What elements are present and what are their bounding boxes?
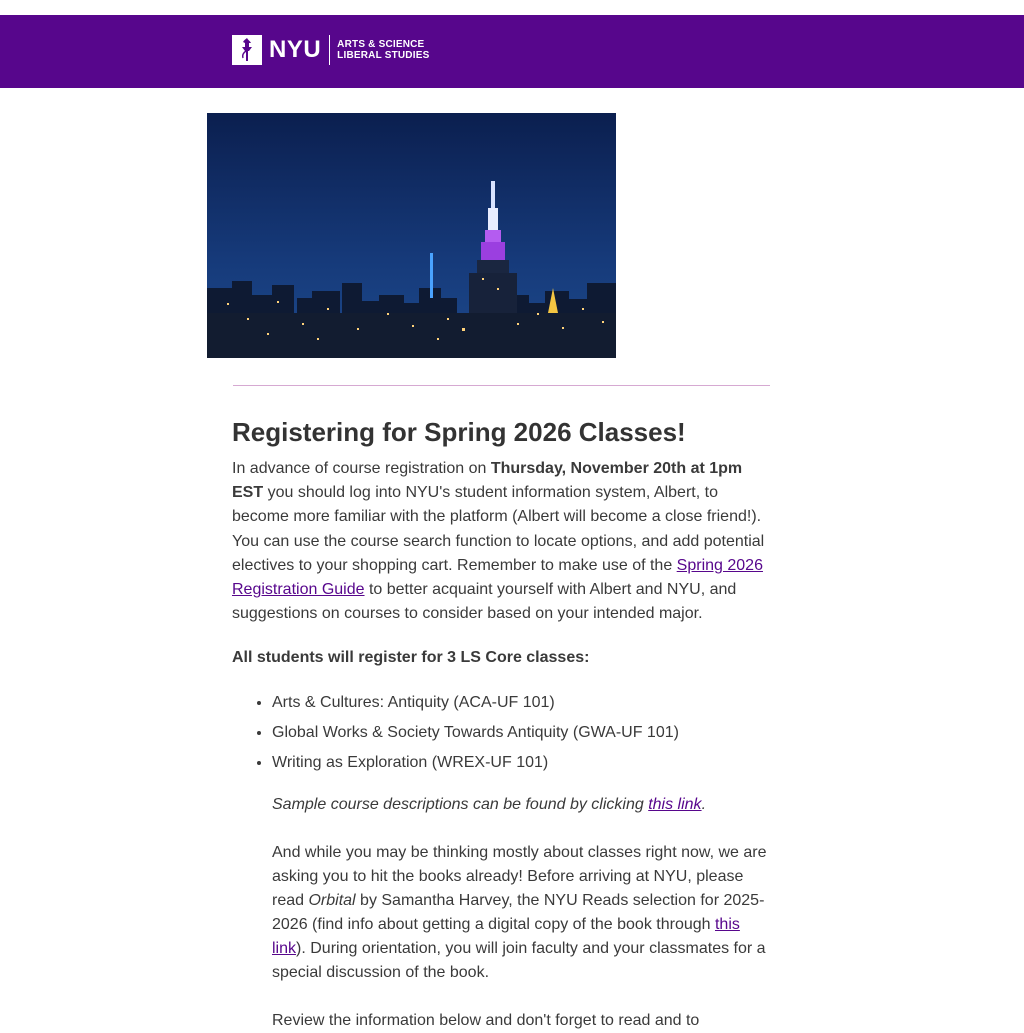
core-classes-heading: All students will register for 3 LS Core classes: — [232, 649, 590, 667]
nyu-logo[interactable] — [232, 34, 429, 66]
nyu-wordmark: NYU — [269, 36, 322, 63]
reads-text-end: ). During orientation, you will join faculty and your classmates for a special discussion of the book. — [272, 940, 766, 982]
nyu-reads-paragraph — [272, 841, 772, 985]
list-item: • Writing as Exploration (WREX-UF 101) — [272, 751, 772, 775]
intro-text-middle: you should log into NYU's student information system, Albert, to become more familiar with the platform (Albert will become a close friend!). You can use the course search function to locate options, and add potential electives to your shopping cart. Remember to make use of the — [232, 484, 765, 574]
reads-text-middle: by Samantha Harvey, the NYU Reads selection for 2025-2026 (find info about getting a digital copy of the book through — [272, 892, 765, 934]
department-name — [337, 39, 429, 61]
intro-text-end: to better acquaint yourself with Albert and NYU, and suggestions on courses to consider based on your intended major. — [232, 581, 737, 623]
top-strip — [0, 0, 1024, 16]
dept-line-2: LIBERAL STUDIES — [337, 50, 430, 61]
list-item: • Arts & Cultures: Antiquity (ACA-UF 101) — [272, 691, 772, 715]
dept-line-1: ARTS & SCIENCE — [337, 39, 425, 50]
logo-divider — [329, 35, 330, 65]
email-header-banner — [0, 15, 1024, 88]
intro-text-start: In advance of course registration on — [232, 460, 491, 477]
page-title: Registering for Spring 2026 Classes! — [232, 417, 686, 447]
divider-rule — [233, 385, 770, 386]
registration-guide-link[interactable]: Spring 2026 Registration Guide — [232, 556, 763, 599]
nyu-torch-icon — [232, 35, 262, 65]
intro-paragraph — [232, 457, 772, 626]
sample-descriptions-link[interactable]: this link — [648, 796, 702, 814]
reads-text-start: And while you may be thinking mostly about classes right now, we are asking you to hit the books already! Before arriving at NYU, please read — [272, 844, 767, 910]
digital-copy-link[interactable]: this link — [272, 916, 740, 958]
article-body — [232, 412, 772, 1033]
skyline-photo-icon — [207, 113, 616, 358]
sample-descriptions-note — [272, 793, 772, 817]
sample-text: Sample course descriptions can be found by clicking — [272, 796, 649, 814]
list-item: • Global Works & Society Towards Antiquity (GWA-UF 101) — [272, 721, 772, 745]
book-title: Orbital — [308, 892, 356, 910]
sample-period: . — [701, 796, 707, 814]
hero-skyline-image — [207, 113, 616, 358]
review-paragraph: Review the information below and don't forget to read and to — [272, 1012, 700, 1030]
core-course-list — [232, 691, 772, 775]
registration-date: Thursday, November 20th at 1pm EST — [232, 460, 743, 502]
